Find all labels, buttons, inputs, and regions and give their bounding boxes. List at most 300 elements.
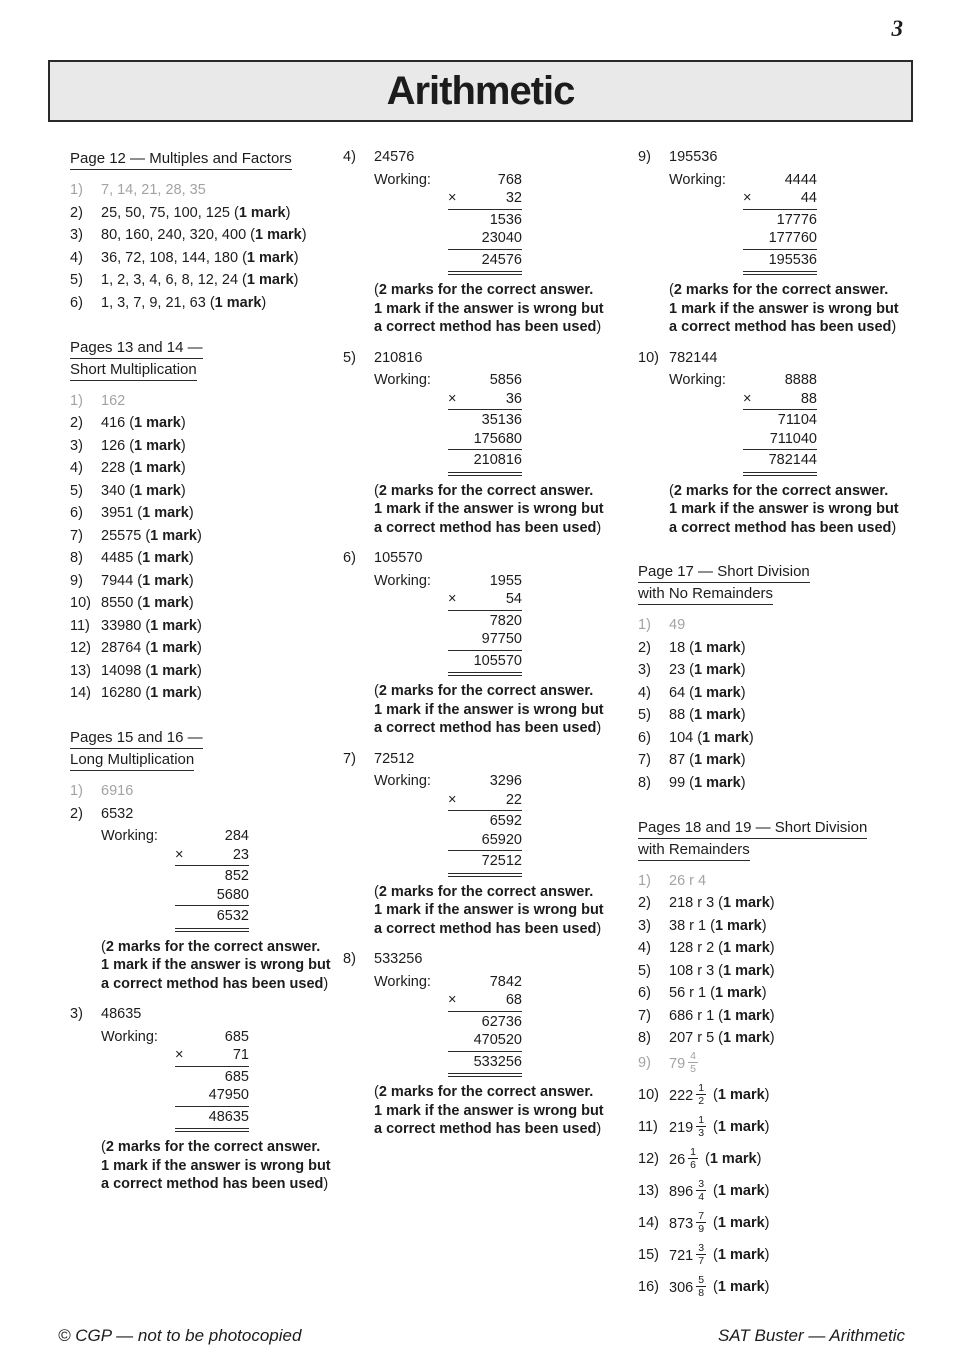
fraction-whole: 219 — [669, 1119, 694, 1136]
answer-value — [101, 437, 186, 456]
marks-note-line: a correct method has been used) — [669, 319, 897, 335]
answer-row — [70, 572, 343, 591]
answer-item — [70, 414, 343, 433]
answer-item — [638, 984, 930, 1003]
fraction-numerator: 3 — [698, 1177, 705, 1190]
working-label: Working: — [374, 372, 431, 388]
answer-row — [638, 1209, 930, 1236]
answer-text: 99 — [669, 774, 686, 791]
marks-label: (1 mark) — [242, 249, 299, 266]
working-column — [448, 772, 522, 877]
marks-note-line — [101, 956, 343, 975]
answer-text: 195536 — [669, 149, 718, 165]
working-multiplier-row — [448, 189, 522, 210]
working-multiplicand: 685 — [224, 1028, 249, 1045]
working-multiplier-row — [448, 791, 522, 812]
marks-note-line: (2 marks for the correct answer. — [374, 683, 594, 699]
answer-row — [70, 805, 343, 824]
answer-text: 218 r 3 — [669, 895, 715, 911]
fraction — [696, 1275, 706, 1299]
marks-value: 1 mark — [134, 415, 181, 431]
item-number: 13) — [70, 662, 91, 679]
answer-row — [638, 1273, 930, 1300]
marks-note-line: (2 marks for the correct answer. — [374, 1084, 594, 1100]
working-multiplier-row — [743, 189, 817, 210]
answer-value — [669, 1145, 762, 1172]
answer-row — [70, 549, 343, 568]
answer-value — [374, 750, 414, 769]
working-partial: 7820 — [489, 612, 522, 629]
answer-row — [638, 616, 930, 635]
item-number: 2) — [70, 204, 83, 221]
answer-text: 128 r 2 — [669, 940, 715, 956]
marks-value: 1 mark — [714, 985, 762, 1001]
item-number: 4) — [70, 460, 83, 476]
answer-text: 782144 — [669, 349, 718, 366]
marks-value: 1 mark — [693, 707, 741, 723]
marks-note-line: (2 marks for the correct answer. — [101, 1139, 321, 1155]
answer-row — [638, 706, 930, 725]
marks-value: 1 mark — [717, 1279, 765, 1296]
answer-row — [638, 774, 930, 793]
item-number: 8) — [343, 951, 356, 967]
page-number: 3 — [891, 16, 903, 41]
section-heading-line: Long Multiplication — [70, 749, 194, 771]
marks-label: (1 mark) — [145, 662, 202, 679]
marks-label: (1 mark) — [718, 1030, 775, 1046]
working-multiplier-row — [175, 1046, 249, 1067]
item-number: 3) — [638, 662, 651, 678]
answer-text: 49 — [669, 617, 686, 633]
marks-label: (1 mark) — [129, 460, 186, 476]
marks-note-line: a correct method has been used) — [374, 319, 602, 335]
working-block — [669, 171, 930, 276]
marks-label: (1 mark) — [718, 962, 775, 979]
marks-note-text: a correct method has been used — [374, 1121, 597, 1137]
working-multiplier-row — [175, 846, 249, 867]
answer-value — [669, 1273, 770, 1300]
marks-value: 1 mark — [714, 917, 762, 934]
answer-row — [70, 414, 343, 433]
answer-value — [669, 1241, 770, 1268]
answer-item — [638, 1081, 930, 1108]
marks-value: 1 mark — [693, 752, 741, 768]
marks-note-line — [669, 500, 930, 519]
answer-section — [70, 337, 343, 704]
multiply-sign: × — [448, 390, 457, 407]
answer-text: 6916 — [101, 783, 134, 799]
working-partial: 47950 — [175, 1086, 249, 1107]
answer-value — [101, 684, 202, 703]
answer-row — [70, 594, 343, 613]
working-partial: 5680 — [175, 886, 249, 907]
marks-label: (1 mark) — [689, 774, 746, 791]
fraction-whole: 79 — [669, 1055, 686, 1072]
marks-label: (1 mark) — [713, 1247, 770, 1264]
marks-value: 1 mark — [238, 204, 286, 221]
answer-item — [343, 148, 638, 337]
working-total: 72512 — [448, 852, 522, 877]
marks-note-line — [669, 300, 930, 319]
answer-value — [669, 616, 685, 635]
answer-row — [70, 504, 343, 523]
answer-item — [638, 684, 930, 703]
item-number: 6) — [343, 550, 356, 566]
answer-text: 416 — [101, 415, 126, 431]
answer-row — [70, 639, 343, 658]
marks-label: (1 mark) — [129, 437, 186, 454]
item-number: 1) — [70, 392, 83, 409]
answer-value — [669, 1049, 701, 1076]
answer-text: 1, 3, 7, 9, 21, 63 — [101, 294, 206, 311]
fraction-whole: 896 — [669, 1183, 694, 1200]
item-number: 5) — [343, 349, 356, 366]
answer-value — [669, 661, 746, 680]
answer-item — [638, 1113, 930, 1140]
answer-value — [669, 872, 706, 891]
answer-item — [70, 482, 343, 501]
working-total: 24576 — [448, 251, 522, 276]
page-title: Arithmetic — [386, 68, 575, 113]
working-column — [448, 973, 522, 1078]
answer-value — [669, 639, 746, 658]
item-number: 7) — [343, 750, 356, 767]
marks-label: (1 mark) — [689, 662, 746, 678]
marks-note-line: (2 marks for the correct answer. — [669, 282, 889, 298]
answer-item — [638, 872, 930, 891]
answer-row — [638, 1007, 930, 1026]
answer-item — [638, 1177, 930, 1204]
item-number: 2) — [70, 415, 83, 431]
answer-text: 126 — [101, 437, 126, 454]
answer-row — [343, 950, 638, 969]
marks-note-line: (2 marks for the correct answer. — [101, 938, 321, 955]
answer-row — [70, 527, 343, 546]
answer-item — [638, 616, 930, 635]
item-number: 7) — [638, 1007, 651, 1024]
marks-note-text: 1 mark if the answer is wrong but — [374, 701, 604, 718]
answer-text: 18 — [669, 639, 686, 656]
marks-label: (1 mark) — [713, 1215, 770, 1232]
working-multiplicand: 3296 — [489, 773, 522, 789]
answer-row — [638, 962, 930, 981]
working-total: 782144 — [743, 451, 817, 476]
answer-value — [101, 249, 299, 268]
item-number: 5) — [70, 272, 83, 288]
working-label: Working: — [374, 572, 431, 589]
working-partial: 62736 — [481, 1013, 522, 1030]
working-total: 533256 — [448, 1053, 522, 1078]
answer-text: 6532 — [101, 805, 134, 822]
working-multiplier-row — [448, 590, 522, 611]
answer-text: 3951 — [101, 505, 134, 521]
fraction-whole: 873 — [669, 1215, 694, 1232]
column — [343, 148, 638, 1151]
marks-note-text: a correct method has been used — [101, 1176, 324, 1192]
marks-note-text: 1 mark if the answer is wrong but — [374, 902, 604, 918]
marks-label: (1 mark) — [710, 917, 767, 934]
item-number: 3) — [70, 1006, 83, 1022]
answer-row — [638, 1113, 930, 1140]
fraction-numerator: 7 — [698, 1209, 705, 1222]
answer-item — [638, 774, 930, 793]
marks-value: 1 mark — [142, 595, 189, 611]
answer-value — [669, 894, 775, 913]
answer-row — [638, 148, 930, 167]
working-block — [374, 171, 638, 276]
marks-label: (1 mark) — [689, 684, 746, 701]
marks-note — [374, 281, 638, 337]
answer-row — [638, 917, 930, 936]
section-heading — [638, 817, 930, 861]
multiply-sign: × — [448, 190, 457, 206]
answer-item — [70, 662, 343, 681]
marks-value: 1 mark — [254, 227, 302, 243]
item-number: 8) — [70, 550, 83, 566]
marks-label: (1 mark) — [689, 707, 746, 723]
answer-row — [638, 684, 930, 703]
item-number: 8) — [638, 1030, 651, 1046]
marks-value: 1 mark — [693, 774, 741, 791]
fraction-numerator: 1 — [698, 1113, 705, 1126]
answer-item — [70, 249, 343, 268]
item-number: 10) — [638, 349, 659, 366]
marks-note — [669, 482, 930, 538]
marks-label: (1 mark) — [713, 1087, 770, 1104]
marks-note-text: 1 mark if the answer is wrong but — [101, 1157, 331, 1174]
marks-label: (1 mark) — [689, 639, 746, 656]
fraction-numerator: 3 — [698, 1241, 705, 1254]
fraction-whole: 26 — [669, 1151, 686, 1168]
answer-item — [70, 805, 343, 994]
working-multiplier: 68 — [505, 992, 522, 1008]
answer-item — [70, 572, 343, 591]
item-number: 14) — [70, 685, 91, 701]
marks-value: 1 mark — [717, 1119, 765, 1136]
marks-value: 1 mark — [693, 662, 741, 678]
answer-section — [638, 148, 930, 537]
working-block — [374, 772, 638, 877]
answer-value — [101, 527, 202, 546]
answer-row — [638, 751, 930, 770]
answer-text: 25575 — [101, 527, 142, 544]
marks-value: 1 mark — [717, 1215, 765, 1232]
marks-note-text: 2 marks for the correct answer. — [378, 1084, 594, 1100]
section-heading — [70, 337, 343, 381]
marks-note-line: a correct method has been used) — [669, 519, 897, 536]
marks-note-text: 2 marks for the correct answer. — [378, 282, 594, 298]
marks-note-text: 2 marks for the correct answer. — [673, 282, 889, 298]
marks-label: (1 mark) — [145, 685, 202, 701]
answer-text: 33980 — [101, 617, 142, 634]
answer-item — [70, 294, 343, 313]
item-number: 9) — [638, 1055, 651, 1071]
marks-value: 1 mark — [717, 1183, 765, 1200]
answer-item — [638, 1029, 930, 1048]
answer-value — [101, 181, 206, 200]
answer-row — [343, 549, 638, 568]
working-multiplier: 54 — [505, 591, 522, 607]
marks-value: 1 mark — [150, 527, 197, 544]
marks-label: (1 mark) — [129, 415, 186, 431]
fraction-whole: 306 — [669, 1279, 694, 1296]
working-column — [743, 371, 817, 476]
answer-row — [70, 204, 343, 223]
answer-value — [101, 549, 194, 568]
answer-value — [101, 226, 307, 245]
answer-value — [669, 984, 767, 1003]
marks-note-text: 2 marks for the correct answer. — [378, 883, 594, 900]
item-number: 4) — [638, 684, 651, 701]
marks-note-line — [374, 500, 638, 519]
marks-note-line — [374, 901, 638, 920]
working-partial: 175680 — [448, 430, 522, 451]
marks-note — [101, 938, 343, 994]
answer-row — [638, 984, 930, 1003]
answer-value — [669, 774, 746, 793]
marks-note-line: (2 marks for the correct answer. — [374, 282, 594, 298]
footer — [58, 1326, 905, 1346]
answer-text: 340 — [101, 482, 126, 499]
marks-value: 1 mark — [142, 572, 189, 589]
item-number: 2) — [638, 895, 651, 911]
answer-row — [638, 1177, 930, 1204]
answer-value — [101, 392, 125, 411]
answer-item — [70, 271, 343, 290]
working-multiplier: 36 — [505, 390, 522, 407]
fraction — [696, 1083, 706, 1107]
marks-value: 1 mark — [723, 1030, 770, 1046]
marks-note — [374, 682, 638, 738]
fraction-denominator: 2 — [698, 1094, 705, 1107]
answer-row — [70, 482, 343, 501]
marks-note-text: 1 mark if the answer is wrong but — [669, 300, 899, 317]
answer-row — [70, 782, 343, 801]
marks-value: 1 mark — [693, 639, 741, 656]
answer-item — [70, 782, 343, 801]
marks-note-line: a correct method has been used) — [374, 920, 602, 937]
marks-label: (1 mark) — [704, 1151, 762, 1168]
answer-value — [669, 729, 754, 748]
working-column — [743, 171, 817, 276]
fraction-whole: 222 — [669, 1087, 694, 1104]
answer-item — [638, 1209, 930, 1236]
section-heading — [638, 561, 930, 605]
answer-item — [70, 437, 343, 456]
item-number: 6) — [70, 505, 83, 521]
answer-value — [374, 950, 422, 969]
answer-row — [70, 684, 343, 703]
marks-value: 1 mark — [134, 482, 181, 499]
working-multiplier: 88 — [800, 390, 817, 407]
marks-value: 1 mark — [723, 1007, 770, 1024]
answer-value — [374, 349, 422, 368]
answer-text: 48635 — [101, 1006, 142, 1022]
marks-value: 1 mark — [246, 272, 294, 288]
answer-section — [70, 148, 343, 313]
marks-note-text: 2 marks for the correct answer. — [105, 1139, 321, 1155]
marks-note-text: a correct method has been used — [669, 519, 892, 536]
working-partial: 23040 — [448, 229, 522, 250]
working-partial: 1536 — [489, 211, 522, 228]
answer-row — [70, 437, 343, 456]
item-number: 3) — [70, 227, 83, 243]
marks-label: (1 mark) — [209, 294, 267, 311]
answer-value — [101, 805, 133, 824]
working-multiplicand: 1955 — [489, 572, 522, 589]
answer-value — [669, 939, 775, 958]
marks-value: 1 mark — [214, 294, 262, 311]
marks-note-text: a correct method has been used — [374, 519, 597, 536]
marks-label: (1 mark) — [710, 985, 767, 1001]
working-total: 48635 — [175, 1108, 249, 1133]
answer-item — [638, 661, 930, 680]
answer-item — [638, 729, 930, 748]
fraction-denominator: 6 — [690, 1158, 696, 1171]
answer-text: 87 — [669, 752, 686, 768]
answer-section — [343, 148, 638, 1139]
answer-row — [70, 226, 343, 245]
answer-row — [70, 271, 343, 290]
working-label: Working: — [374, 773, 431, 789]
marks-value: 1 mark — [723, 940, 770, 956]
working-multiplier: 71 — [232, 1047, 249, 1063]
answer-value — [101, 1005, 141, 1024]
working-partial: 65920 — [448, 831, 522, 852]
answer-item — [638, 751, 930, 770]
section-heading-line: Short Multiplication — [70, 359, 197, 381]
answer-item — [343, 349, 638, 538]
marks-value: 1 mark — [150, 662, 197, 679]
marks-note-line: a correct method has been used) — [374, 519, 602, 536]
marks-note-line: a correct method has been used) — [374, 720, 602, 736]
answer-text: 8550 — [101, 595, 134, 611]
answer-item — [638, 1145, 930, 1172]
marks-note-line — [374, 300, 638, 319]
answer-row — [70, 1005, 343, 1024]
working-total: 6532 — [175, 907, 249, 932]
marks-note — [101, 1138, 343, 1194]
working-block — [374, 973, 638, 1078]
answer-row — [70, 662, 343, 681]
answer-row — [638, 894, 930, 913]
answer-text: 207 r 5 — [669, 1030, 715, 1046]
answer-item — [70, 504, 343, 523]
answer-value — [101, 504, 194, 523]
working-partial: 685 — [224, 1068, 249, 1085]
marks-value: 1 mark — [134, 437, 181, 454]
answer-row — [70, 181, 343, 200]
working-total: 210816 — [448, 451, 522, 476]
item-number: 6) — [70, 294, 83, 311]
answer-item — [638, 1049, 930, 1076]
marks-label: (1 mark) — [718, 895, 775, 911]
working-partial: 97750 — [448, 630, 522, 651]
answer-row — [638, 1049, 930, 1076]
answer-text: 38 r 1 — [669, 917, 707, 934]
working-multiplier: 22 — [505, 791, 522, 808]
answer-item — [343, 750, 638, 939]
item-number: 9) — [638, 149, 651, 165]
answer-value — [101, 482, 186, 501]
marks-label: (1 mark) — [697, 729, 754, 746]
answer-text: 64 — [669, 684, 686, 701]
working-label: Working: — [669, 372, 726, 388]
fraction-numerator: 5 — [698, 1273, 705, 1286]
marks-value: 1 mark — [723, 895, 770, 911]
item-number: 7) — [638, 752, 651, 768]
fraction-numerator: 1 — [698, 1081, 705, 1094]
